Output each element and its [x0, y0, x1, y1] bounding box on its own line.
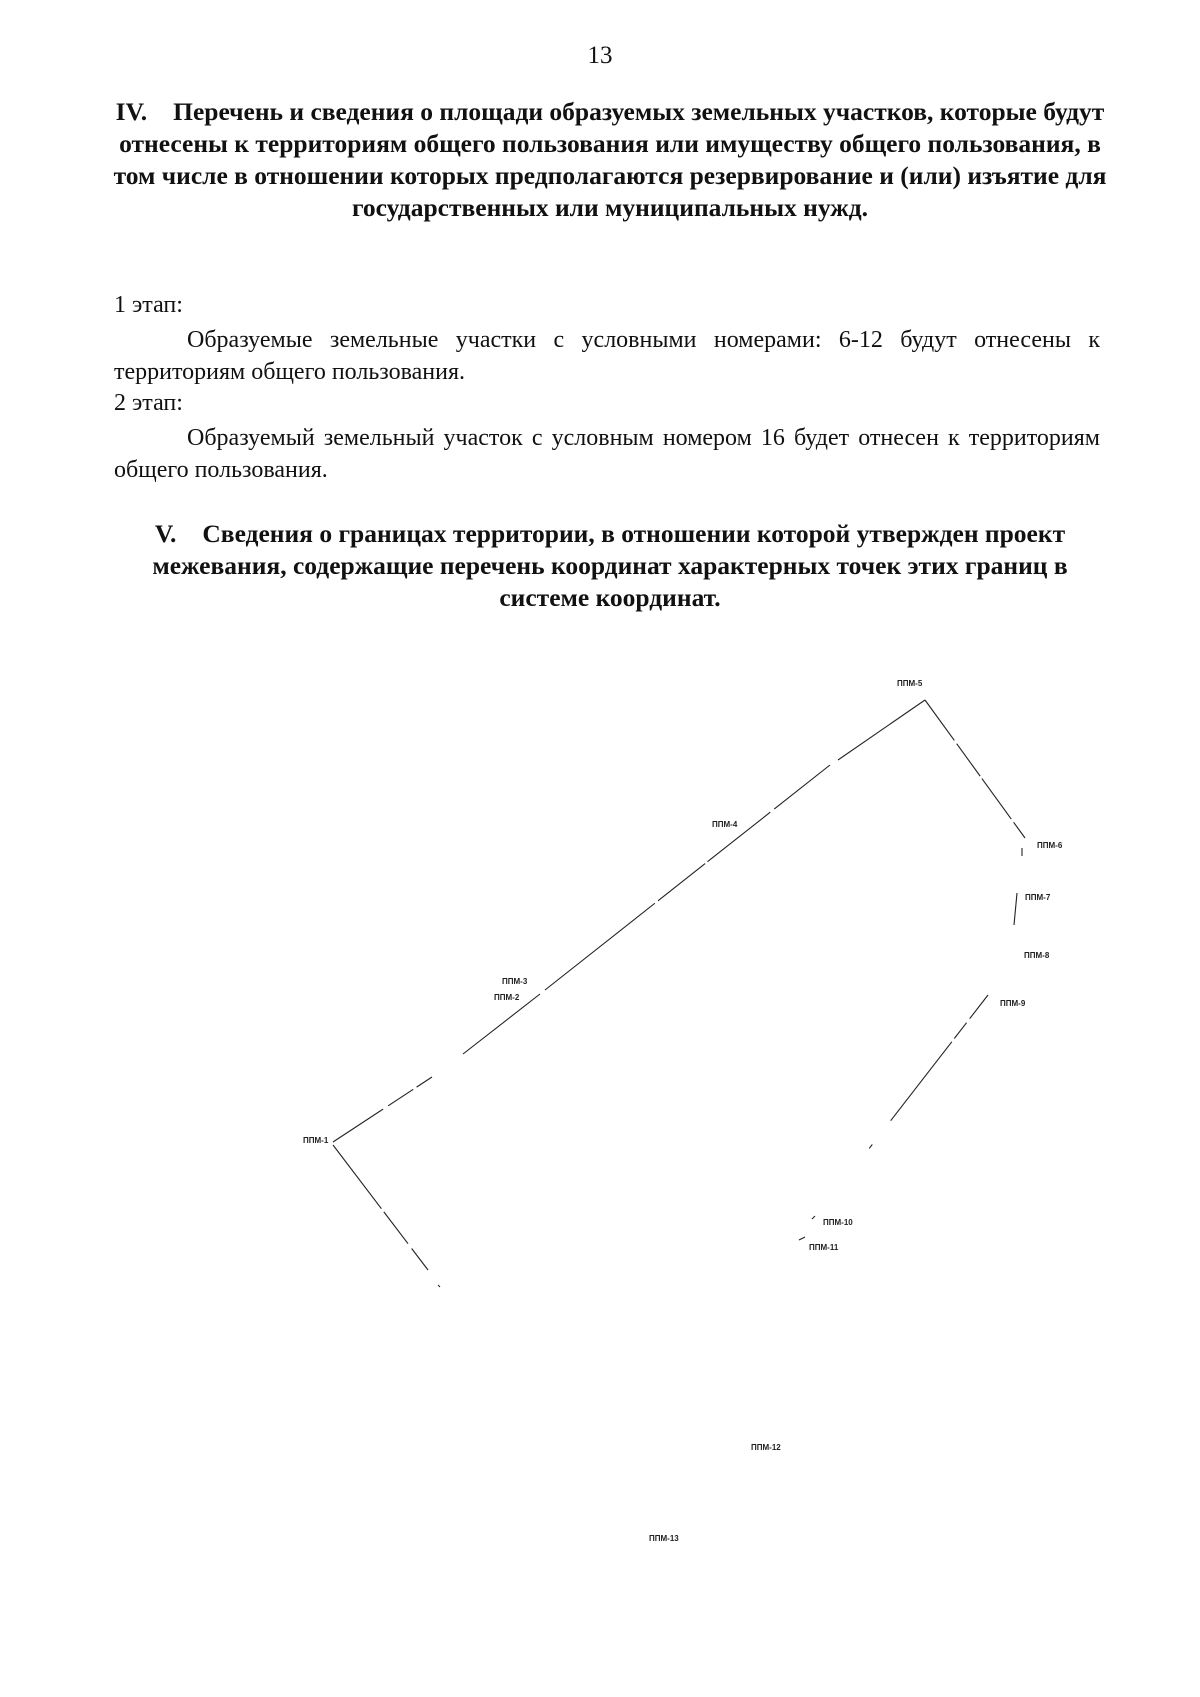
point-label-10: ППМ-10 — [823, 1218, 853, 1227]
boundary-line-4-5 — [838, 700, 925, 760]
stage-1-label: 1 этап: — [114, 292, 183, 318]
point-label-4: ППМ-4 — [712, 820, 738, 829]
point-label-13: ППМ-13 — [649, 1534, 679, 1543]
boundary-line-9-10 — [868, 995, 988, 1150]
point-label-9: ППМ-9 — [1000, 999, 1026, 1008]
boundary-tick-11 — [799, 1237, 805, 1240]
page-number: 13 — [587, 42, 613, 69]
section-5-heading — [135, 518, 1085, 614]
section-4-heading — [110, 96, 1110, 224]
boundary-line-5-6 — [925, 700, 1025, 838]
boundary-line-1-13 — [333, 1145, 428, 1270]
point-labels — [303, 679, 1063, 1543]
point-label-12: ППМ-12 — [751, 1443, 781, 1452]
point-label-6: ППМ-6 — [1037, 841, 1063, 850]
boundary-line-1-2 — [333, 1077, 432, 1142]
boundary-line-2-3 — [463, 994, 540, 1054]
boundary-tick-10 — [812, 1216, 815, 1219]
boundary-scheme — [0, 640, 1200, 1560]
section-4-number: IV. — [115, 97, 148, 126]
point-label-7: ППМ-7 — [1025, 893, 1051, 902]
stage-2-label: 2 этап: — [114, 390, 183, 416]
point-label-11: ППМ-11 — [809, 1243, 839, 1252]
point-label-3: ППМ-3 — [502, 977, 528, 986]
section-5-title: Сведения о границах территории, в отношении которой утвержден проект межевания, содержащие перечень координат характерных точек этих границ в системе координат. — [152, 519, 1068, 612]
stage-2-text: Образуемый земельный участок с условным номером 16 будет отнесен к территориям общего пользования. — [114, 425, 1100, 483]
boundary-tick-13 — [438, 1285, 440, 1287]
boundary-line-7-8 — [1014, 893, 1017, 925]
section-4-title: Перечень и сведения о площади образуемых земельных участков, которые будут отнесены к территориям общего пользования или имуществу общего пользования, в том числе в отношении которых предполагаются резервирование и (или) изъятие для государственных или муниципальных нужд. — [113, 97, 1107, 222]
point-label-1: ППМ-1 — [303, 1136, 329, 1145]
point-label-2: ППМ-2 — [494, 993, 520, 1002]
boundary-line-3-4 — [545, 765, 830, 990]
section-5-number: V. — [154, 519, 177, 548]
point-label-5: ППМ-5 — [897, 679, 923, 688]
stage-1-text: Образуемые земельные участки с условными номерами: 6-12 будут отнесены к территориям общего пользования. — [114, 327, 1100, 385]
point-label-8: ППМ-8 — [1024, 951, 1050, 960]
boundary-lines — [333, 700, 1025, 1287]
